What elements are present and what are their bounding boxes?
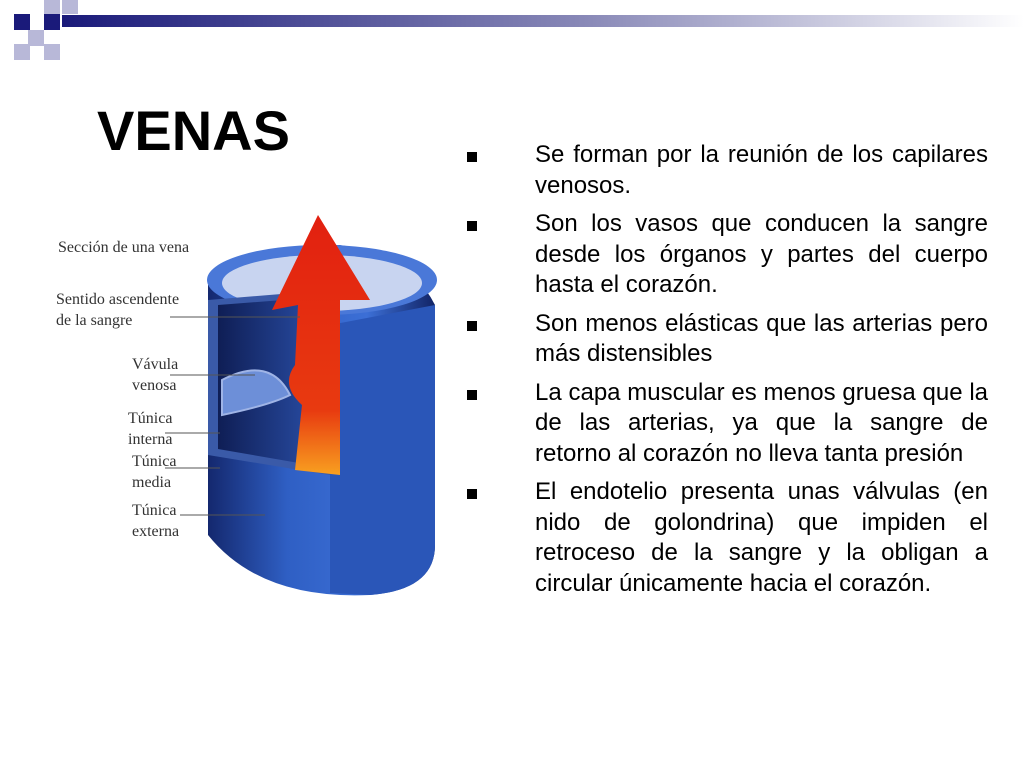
figure-label-venosa: venosa <box>132 377 177 394</box>
list-item <box>463 477 988 599</box>
header-bar <box>62 15 1024 27</box>
square-bullet-icon <box>463 477 535 507</box>
list-item <box>463 309 988 370</box>
figure-label-tunica-media-2: media <box>132 474 172 491</box>
vein-section-figure <box>40 205 460 605</box>
bullet-text: El endotelio presenta unas válvulas (en nido de golondrina) que impiden el retroceso de la sangre y la obligan a circular únicamente hacia el corazón. <box>535 478 988 597</box>
figure-label-sangre: de la sangre <box>56 312 133 329</box>
figure-label-valvula: Vávula <box>132 356 179 373</box>
square-bullet-icon <box>463 378 535 408</box>
vein-front-wall <box>330 305 435 595</box>
square-bullet-icon <box>463 309 535 339</box>
corner-square <box>62 0 78 14</box>
list-item <box>463 378 988 470</box>
vein-illustration <box>40 205 460 605</box>
figure-label-sentido: Sentido ascendente <box>56 291 180 308</box>
figure-label-tunica-externa-2: externa <box>132 523 180 540</box>
square-bullet-icon <box>463 140 535 170</box>
corner-square <box>14 14 30 30</box>
square-bullet-icon <box>463 209 535 239</box>
bullet-text: Se forman por la reunión de los capilares venosos. <box>535 141 988 199</box>
list-item <box>463 140 988 201</box>
corner-square <box>28 30 44 46</box>
bullet-text: Son menos elásticas que las arterias pero más distensibles <box>535 309 988 367</box>
corner-square <box>14 44 30 60</box>
bullet-text: La capa muscular es menos gruesa que la de las arterias, ya que la sangre de retorno al corazón no lleva tanta presión <box>535 378 988 467</box>
figure-label-tunica-interna-2: interna <box>128 431 173 448</box>
list-item <box>463 209 988 301</box>
corner-square <box>44 14 60 30</box>
corner-decoration <box>0 0 1024 70</box>
figure-label-tunica-interna-1: Túnica <box>128 410 173 427</box>
bullet-list <box>463 140 988 607</box>
figure-label-tunica-externa-1: Túnica <box>132 502 177 519</box>
corner-square <box>44 0 60 14</box>
figure-label-tunica-media-1: Túnica <box>132 453 177 470</box>
bullet-text: Son los vasos que conducen la sangre desde los órganos y partes del cuerpo hasta el corazón. <box>535 210 988 298</box>
slide-title: VENAS <box>97 99 290 162</box>
figure-label-seccion: Sección de una vena <box>58 239 190 256</box>
corner-square <box>44 44 60 60</box>
